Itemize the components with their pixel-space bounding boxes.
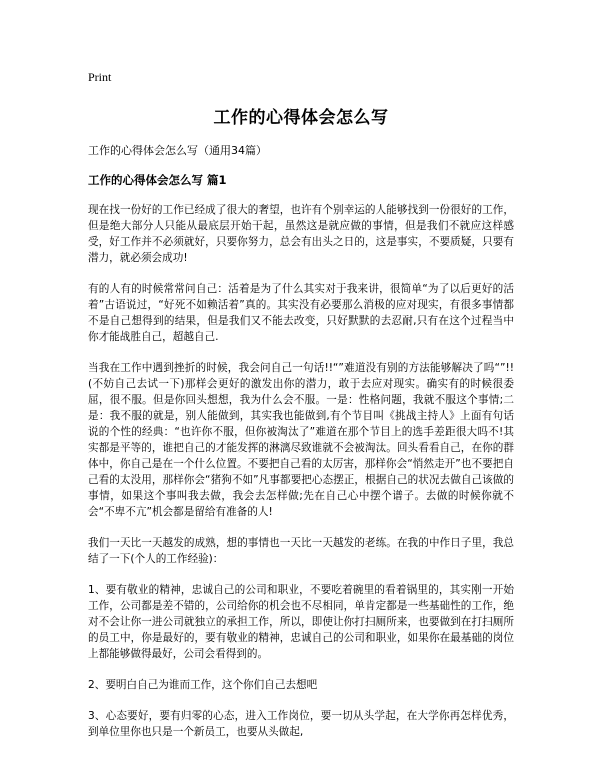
paragraph-2: 有的人有的时候常常问自己：活着是为了什么其实对于我来讲，很简单“为了以后更好的活着”古语说过，“好死不如赖活着”真的。其实没有必要那么消极的应对现实，有很多事情都不是自己想得到的结果，但是我们又不能去改变，只好默默的去忍耐,只有在这个过程当中你才能战胜自己，超越自己.: [88, 283, 514, 343]
document-title: 工作的心得体会怎么写: [213, 108, 389, 128]
paragraph-4: 我们一天比一天越发的成熟，想的事情也一天比一天越发的老练。在我的中作日子里，我总结了一下(个人的工作经验)：: [88, 537, 514, 565]
paragraph-1: 现在找一份好的工作已经成了很大的奢望，也许有个别幸运的人能够找到一份很好的工作，但是绝大部分人只能从最底层开始干起，虽然这是就应做的事情，但是我们不就应这样感受，好工作并不必须就好，只要你努力，总会有出头之日的，这是事实，不要质疑，只要有潜力，就必须会成功!: [88, 204, 514, 264]
paragraph-3: 当我在工作中遇到挫折的时候，我会问自己一句话!!“”难道没有别的方法能够解决了吗“”!!(不妨自己去试一下)那样会更好的激发出你的潜力，敢于去应对现实。确实有的时候很委屈，很不服。但是你回头想想，我为什么会不服。一是：性格问题，我就不服这个事情;二是：我不服的就是，别人能做到，其实我也能做到,有个节目叫《挑战主持人》上面有句话说的个性的经典：“也许你不服，但你被淘汰了”难道在那个节目上的选手差距很大吗不!其实都是平等的，谁把自己的才能发挥的淋漓尽致谁就不会被淘汰。回头看看自己，在你的群体中，你自己是在一个什么位置。不要把自己看的太厉害，那样你会“悄然走开”也不要把自己看的太没用，那样你会“猪狗不如”凡事都要把心态摆正，根据自己的状况去做自己该做的事情，如果这个事叫我去做，我会去怎样做;先在自己心中摆个谱子。去做的时候你就不会“不卑不亢”机会都是留给有准备的人!: [88, 362, 514, 518]
paragraph-7: 3、心态要好，要有归零的心态，进入工作岗位，要一切从头学起，在大学你再怎样优秀，到单位里你也只是一个新员工，也要从头做起,: [88, 710, 514, 738]
paragraph-6: 2、要明白自己为谁而工作，这个你们自己去想吧: [88, 679, 318, 691]
paragraph-5: 1、要有敬业的精神，忠诚自己的公司和职业，不要吃着碗里的看着锅里的，其实刚一开始工作，公司都是差不错的，公司给你的机会也不尽相同，单肯定都是一些基础性的工作，绝对不会让你一进公司就独立的承担工作，所以，即使让你打扫厕所来，也要做到在打扫厕所的员工中，你是最好的，要有敬业的精神，忠诚自己的公司和职业，如果你在最基础的岗位上都能够做得最好，公司会看得到的。: [88, 584, 514, 660]
print-label: Print: [88, 70, 112, 84]
section-heading: 工作的心得体会怎么写 篇1: [88, 173, 227, 187]
document-subtitle: 工作的心得体会怎么写（通用34篇）: [88, 144, 267, 157]
